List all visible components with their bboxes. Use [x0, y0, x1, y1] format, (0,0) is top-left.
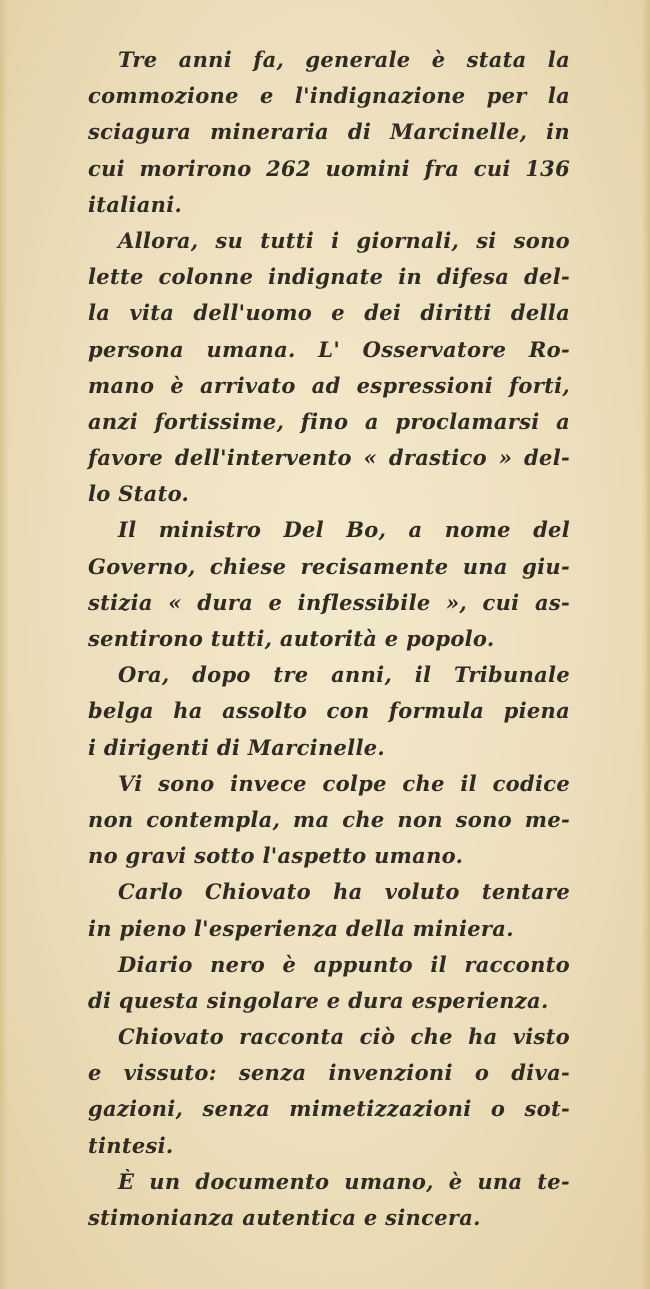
body-text: [88, 42, 570, 1236]
text-line: Chiovato racconta ciò che ha visto: [118, 1024, 570, 1050]
text-line: la vita dell'uomo e dei diritti della: [88, 300, 570, 326]
text-line: stizia « dura e inflessibile », cui as-: [88, 589, 570, 615]
text-line: Ora, dopo tre anni, il Tribunale: [118, 662, 570, 688]
text-line: Governo, chiese recisamente una giu-: [88, 553, 570, 579]
text-line: in pieno l'esperienza della miniera.: [88, 915, 514, 941]
text-line: di questa singolare e dura esperienza.: [88, 987, 549, 1013]
text-line: Diario nero è appunto il racconto: [118, 951, 570, 977]
text-line: stimonianza autentica e sincera.: [88, 1205, 481, 1230]
paper-edge-right: [642, 0, 650, 1289]
text-line: favore dell'intervento « drastico » del-: [88, 445, 570, 471]
paragraph-6: [88, 874, 570, 946]
text-line: È un documento umano, è una te-: [118, 1168, 570, 1194]
text-line: i dirigenti di Marcinelle.: [88, 734, 386, 760]
paragraph-1: [88, 42, 570, 223]
text-line: belga ha assolto con formula piena: [88, 698, 570, 724]
text-line: Il ministro Del Bo, a nome del: [118, 517, 570, 543]
text-line: Carlo Chiovato ha voluto tentare: [118, 879, 570, 905]
text-line: cui morirono 262 uomini fra cui 136: [88, 155, 570, 181]
text-line: non contempla, ma che non sono me-: [88, 806, 570, 832]
paragraph-5: [88, 766, 570, 875]
paragraph-7: [88, 947, 570, 1019]
paragraph-2: [88, 223, 570, 513]
text-line: commozione e l'indignazione per la: [88, 83, 570, 109]
text-line: no gravi sotto l'aspetto umano.: [88, 843, 464, 869]
text-line: Tre anni fa, generale è stata la: [118, 47, 570, 72]
text-line: anzi fortissime, fino a proclamarsi a: [88, 408, 570, 434]
paragraph-3: [88, 512, 570, 657]
text-line: lo Stato.: [88, 481, 190, 507]
paragraph-8: [88, 1019, 570, 1164]
paper-edge-left: [0, 0, 8, 1289]
text-line: Vi sono invece colpe che il codice: [118, 770, 570, 796]
text-line: italiani.: [88, 191, 183, 217]
text-line: persona umana. L' Osservatore Ro-: [88, 336, 570, 362]
paragraph-9: [88, 1164, 570, 1236]
text-line: tintesi.: [88, 1132, 174, 1158]
text-line: Allora, su tutti i giornali, si sono: [118, 227, 570, 253]
text-line: lette colonne indignate in difesa del-: [88, 264, 570, 290]
text-line: e vissuto: senza invenzioni o diva-: [88, 1060, 570, 1086]
paragraph-4: [88, 657, 570, 766]
text-line: sentirono tutti, autorità e popolo.: [88, 626, 495, 651]
text-line: mano è arrivato ad espressioni forti,: [88, 372, 570, 398]
text-line: gazioni, senza mimetizzazioni o sot-: [88, 1096, 570, 1122]
text-line: sciagura mineraria di Marcinelle, in: [88, 119, 570, 145]
